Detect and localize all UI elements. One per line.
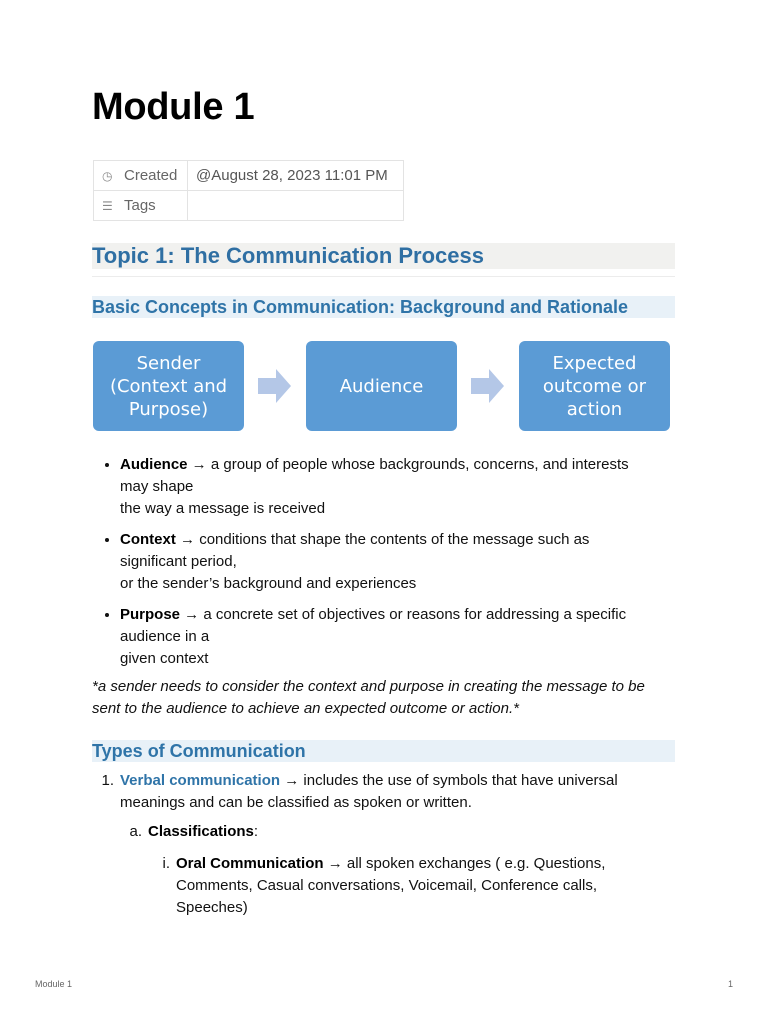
diagram-text: (Context and — [109, 375, 228, 397]
term: Audience — [120, 456, 188, 473]
term: Purpose — [120, 606, 181, 623]
arrow-separator: → — [175, 531, 200, 548]
list-item — [120, 604, 690, 670]
term: Context — [120, 531, 176, 548]
note-line: sent to the audience to achieve an expected outcome or action.* — [92, 700, 519, 717]
property-row-tags — [94, 191, 404, 221]
definition-text: includes the use of symbols that have universal — [303, 772, 618, 789]
clock-icon: ◷ — [102, 169, 113, 183]
diagram-text: Sender — [136, 352, 201, 374]
lettered-item-classifications — [120, 821, 677, 843]
note-line: *a sender needs to consider the context and purpose in creating the message to be — [92, 678, 645, 695]
diagram-box-audience — [306, 341, 457, 431]
definition-text: meanings and can be classified as spoken or written. — [120, 794, 472, 811]
suffix: : — [253, 823, 259, 840]
property-label: Tags — [124, 197, 156, 214]
verbal-communication-link[interactable]: Verbal communication — [120, 772, 281, 789]
arrow-right-icon — [471, 369, 505, 403]
definition-text: Comments, Casual conversations, Voicemail, Conference calls, — [176, 877, 598, 894]
definition-text: Speeches) — [176, 899, 248, 916]
term: Oral Communication — [176, 855, 324, 872]
definition-text: a group of people whose backgrounds, concerns, and interests — [210, 456, 629, 473]
definition-text: may shape — [120, 478, 194, 495]
diagram-text: Expected — [552, 352, 637, 374]
property-value-tags[interactable] — [188, 191, 404, 221]
arrow-right-icon — [258, 369, 292, 403]
list-marker: i. — [162, 855, 170, 872]
definition-text: conditions that shape the contents of the message such as — [199, 531, 590, 548]
italic-note — [92, 676, 677, 720]
diagram-text: Audience — [339, 375, 424, 397]
numbered-item-verbal — [92, 770, 677, 814]
arrow-separator: → — [280, 772, 304, 789]
properties-table — [93, 160, 404, 221]
definition-text: the way a message is received — [120, 500, 326, 517]
property-label: Created — [124, 167, 178, 184]
list-icon: ☰ — [102, 199, 113, 213]
diagram-box-outcome — [519, 341, 670, 431]
term: Classifications — [148, 823, 254, 840]
property-row-created — [94, 161, 404, 191]
page-title: Module 1 — [92, 86, 255, 128]
definition-text: or the sender’s background and experiences — [120, 575, 417, 592]
diagram-box-sender — [93, 341, 244, 431]
arrow-separator: → — [187, 456, 211, 473]
diagram-text: Purpose) — [128, 398, 209, 420]
arrow-separator: → — [323, 855, 347, 872]
definition-text: all spoken exchanges ( e.g. Questions, — [346, 855, 606, 872]
footer-title: Module 1 — [35, 979, 73, 989]
definition-text: given context — [120, 650, 209, 667]
diagram-text: outcome or — [542, 375, 647, 397]
page-number: 1 — [727, 979, 733, 989]
list-marker: a. — [129, 823, 142, 840]
arrow-separator: → — [180, 606, 204, 623]
definition-text: audience in a — [120, 628, 210, 645]
section-heading-types: Types of Communication — [92, 740, 675, 762]
property-value-created[interactable]: @August 28, 2023 11:01 PM — [188, 161, 404, 191]
communication-flow-diagram — [92, 341, 672, 433]
list-item — [120, 529, 690, 595]
diagram-text: action — [566, 398, 623, 420]
definition-text: a concrete set of objectives or reasons for addressing a specific — [203, 606, 627, 623]
heading-divider — [92, 276, 675, 277]
property-key-created — [94, 161, 188, 191]
property-key-tags — [94, 191, 188, 221]
list-item — [120, 454, 690, 520]
topic-heading: Topic 1: The Communication Process — [92, 243, 675, 269]
definition-text: significant period, — [120, 553, 237, 570]
roman-item-oral-communication — [148, 853, 677, 919]
section-heading-basic-concepts: Basic Concepts in Communication: Background and Rationale — [92, 296, 675, 318]
list-marker: 1. — [101, 772, 114, 789]
concepts-bullet-list — [92, 454, 690, 679]
